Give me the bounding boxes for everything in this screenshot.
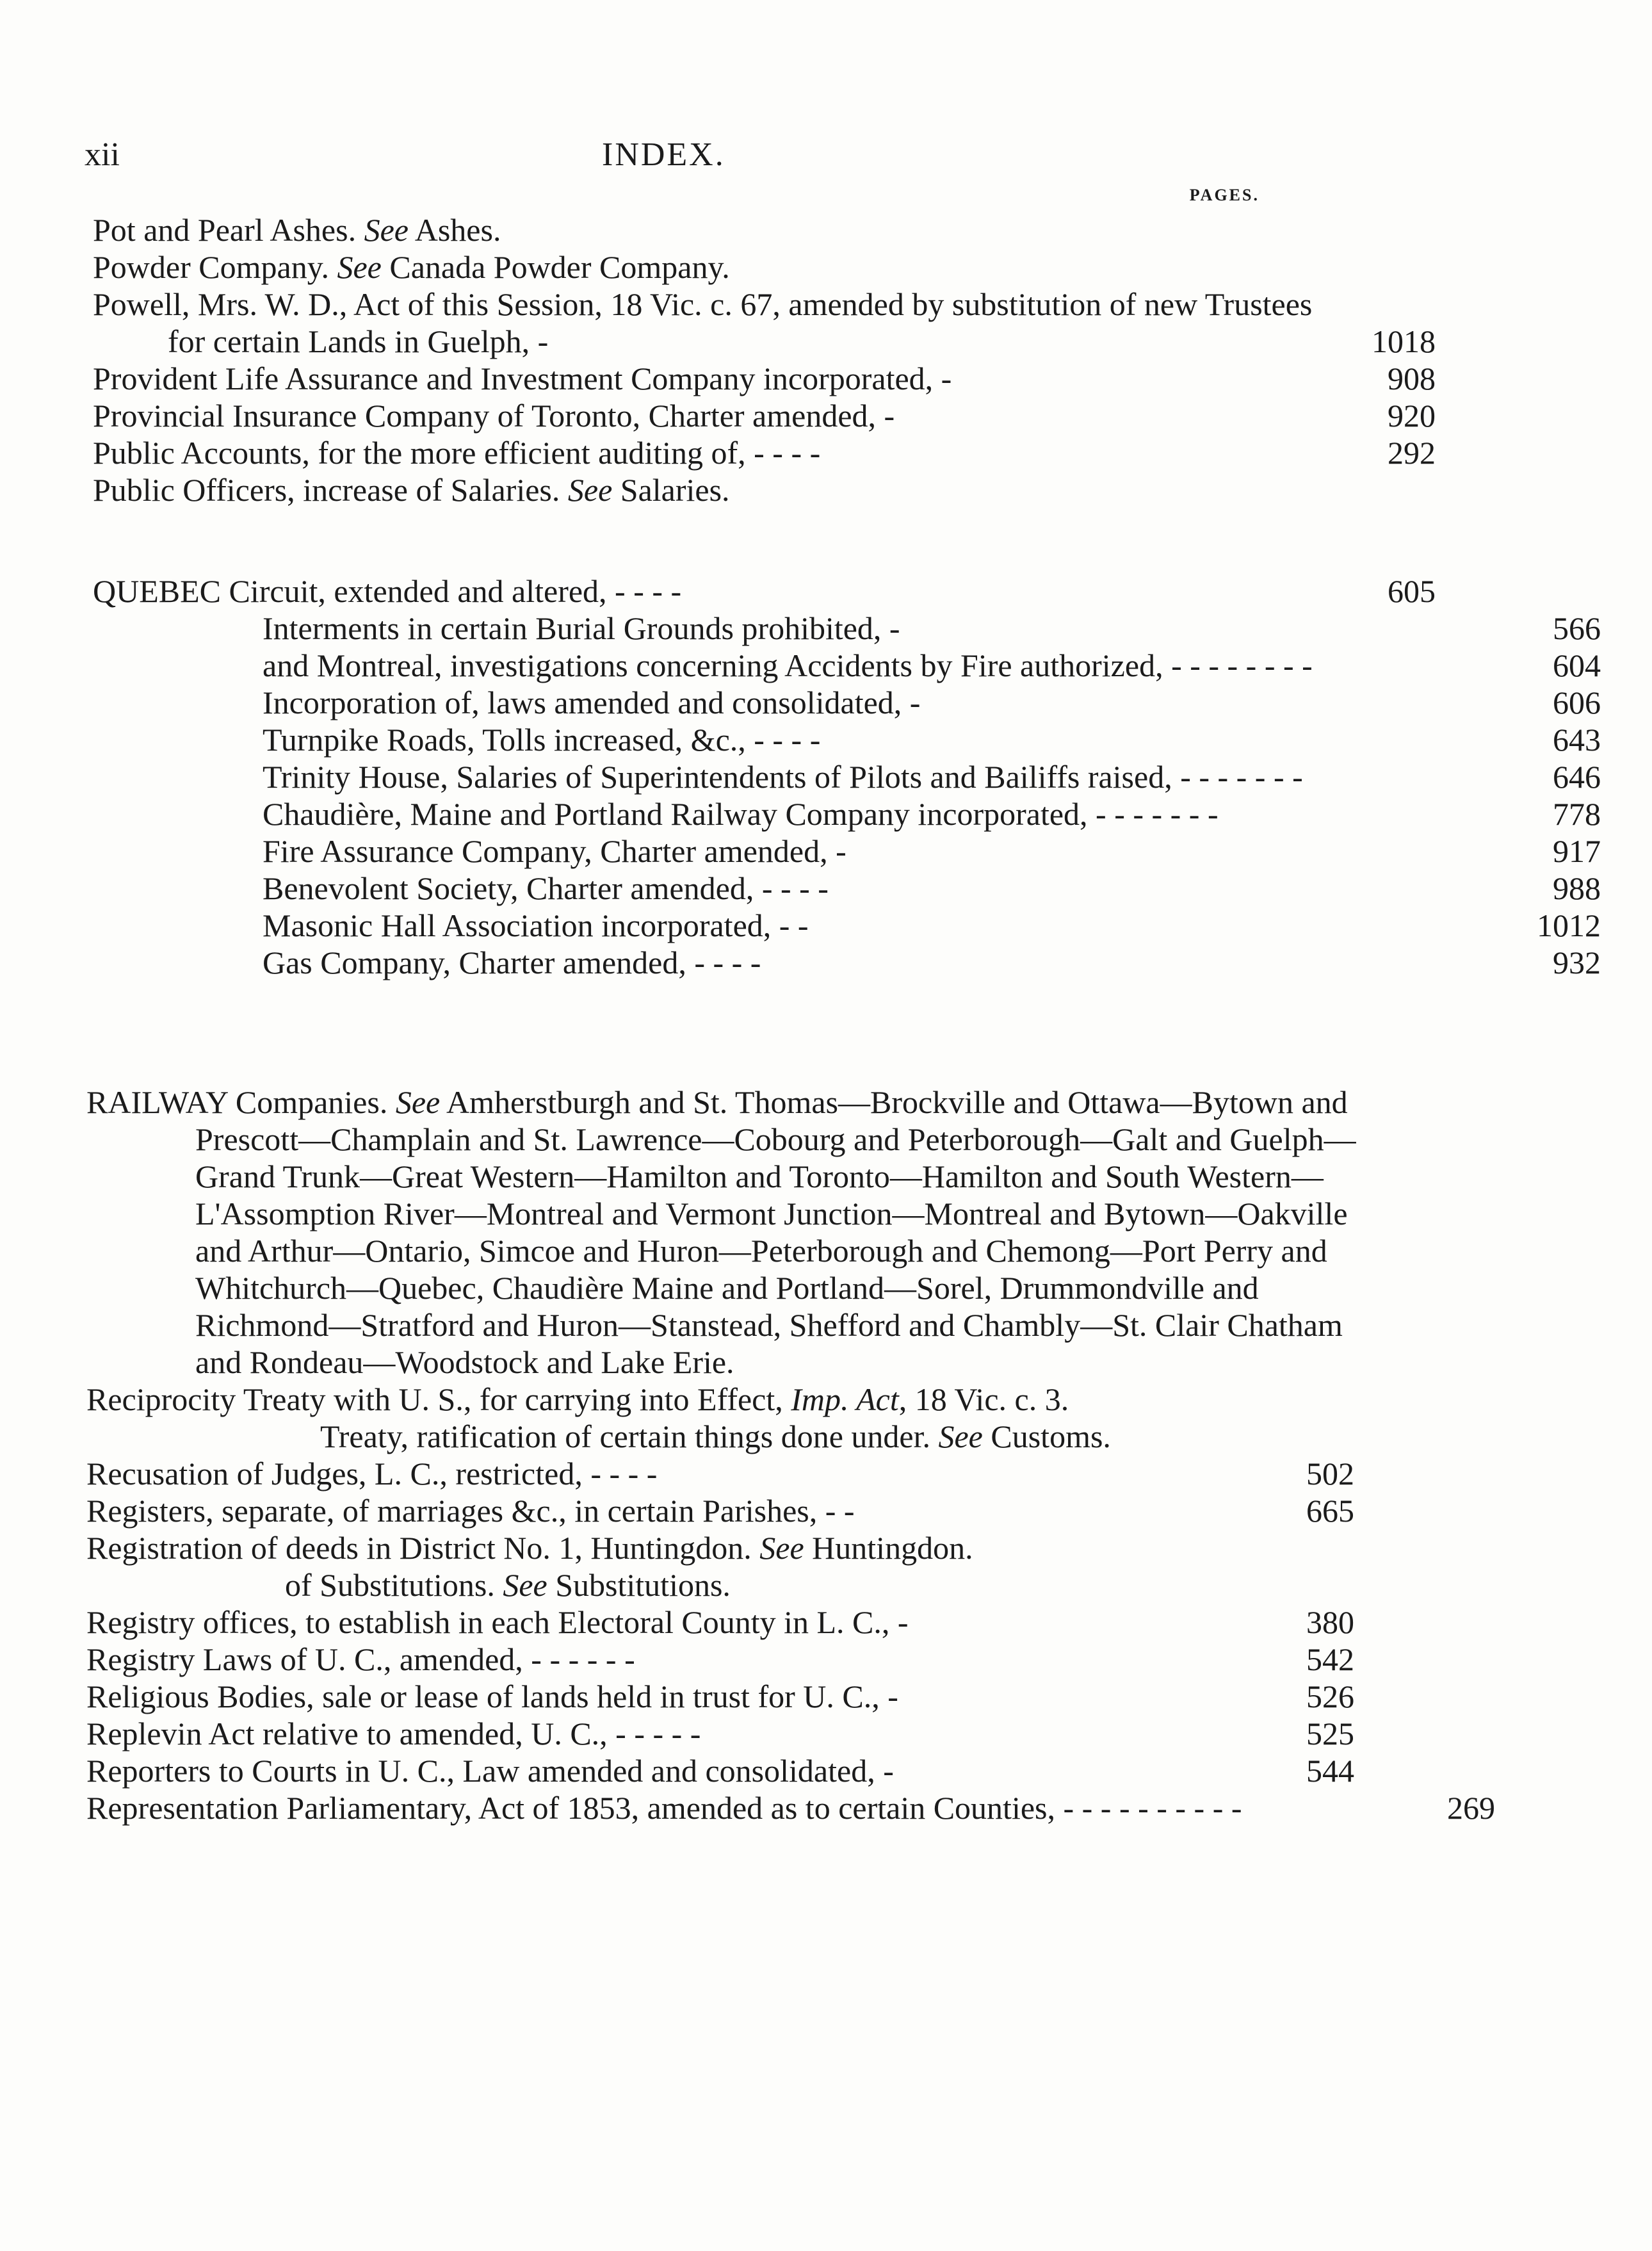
index-subentry: [0, 610, 1601, 647]
index-entry: [0, 471, 1436, 508]
page-header: [0, 136, 1293, 181]
entry-page: 920: [1388, 398, 1436, 434]
index-entry: [0, 1715, 1354, 1752]
index-subentry: [0, 721, 1601, 758]
entry-page: 778: [1553, 796, 1601, 832]
entry-text: Trinity House, Salaries of Superintendents of Pilots and Bailiffs raised, - - - - - - -: [263, 759, 1303, 795]
index-entry: [0, 248, 1436, 286]
index-subentry: [0, 758, 1601, 795]
index-entry-quebec: [0, 573, 1436, 610]
entry-page: 605: [1388, 573, 1436, 609]
entry-page: 606: [1553, 685, 1601, 720]
index-entry: [0, 1529, 1354, 1566]
pages-column-label: PAGES.: [1189, 186, 1259, 204]
index-entry: [0, 397, 1436, 434]
entry-page: 269: [1447, 1790, 1495, 1826]
entry-text: Turnpike Roads, Tolls increased, &c., - - - -: [263, 722, 821, 758]
index-entry: [0, 1492, 1354, 1529]
entry-page: 932: [1553, 945, 1601, 980]
entry-page: 526: [1306, 1678, 1354, 1714]
entry-page: 646: [1553, 759, 1601, 795]
entry-page: 544: [1306, 1753, 1354, 1789]
running-title: INDEX.: [602, 136, 725, 173]
entry-text: Registry offices, to establish in each Electoral County in L. C., -: [86, 1604, 909, 1640]
entry-text: Interments in certain Burial Grounds prohibited, -: [263, 610, 900, 646]
index-subentry: [0, 870, 1601, 907]
entry-page: 566: [1553, 610, 1601, 646]
index-entry: [0, 1752, 1354, 1789]
entry-page: 1018: [1372, 323, 1436, 359]
index-entry: [0, 1789, 1495, 1826]
index-entry: [0, 286, 1436, 360]
entry-page: 908: [1388, 361, 1436, 396]
entry-text: Public Accounts, for the more efficient auditing of, - - - -: [93, 435, 821, 471]
entry-page: 988: [1553, 870, 1601, 906]
index-entry: [0, 1678, 1354, 1715]
entry-text: Benevolent Society, Charter amended, - - - -: [263, 870, 829, 906]
index-subentry: [0, 907, 1601, 944]
entry-text: Treaty, ratification of certain things done under. See Customs.: [320, 1418, 1111, 1454]
index-entry: [0, 360, 1436, 397]
entry-text: Provincial Insurance Company of Toronto, Charter amended, -: [93, 398, 895, 434]
entry-text: Registration of deeds in District No. 1, Huntingdon. See Huntingdon.: [86, 1530, 973, 1566]
index-entry: [0, 1604, 1354, 1641]
index-entries: [0, 211, 1601, 1826]
entry-text: Fire Assurance Company, Charter amended, -: [263, 833, 846, 869]
entry-text: Reciprocity Treaty with U. S., for carrying into Effect, Imp. Act, 18 Vic. c. 3.: [86, 1381, 1069, 1417]
index-entry-railway: [0, 1084, 1463, 1381]
index-entry: [0, 1455, 1354, 1492]
entry-text: Registers, separate, of marriages &c., in certain Parishes, - -: [86, 1493, 855, 1529]
index-subentry: [0, 1418, 1607, 1455]
entry-text: RAILWAY Companies. See Amherstburgh and St. Thomas—Brockville and Ottawa—Bytown and Prescott—Champlain and St. Lawrence—Cobourg and Peterborough—Galt and Guelph—Grand Trunk—Great Western—Hamilton and Toronto—Hamilton and South Western—L'Assomption River—Montreal and Vermont Junction—Montreal and Bytown—Oakville and Arthur—Ontario, Simcoe and Huron—Peterborough and Chemong—Port Perry and Whitchurch—Quebec, Chaudière Maine and Portland—Sorel, Drummondville and Richmond—Stratford and Huron—Stanstead, Shefford and Chambly—St. Clair Chatham and Rondeau—Woodstock and Lake Erie.: [86, 1084, 1356, 1380]
entry-text: of Substitutions. See Substitutions.: [285, 1567, 731, 1603]
entry-text: Gas Company, Charter amended, - - - -: [263, 945, 761, 980]
entry-text: Recusation of Judges, L. C., restricted, - - - -: [86, 1456, 658, 1491]
entry-text: QUEBEC Circuit, extended and altered, - - - -: [93, 573, 682, 609]
entry-text: Representation Parliamentary, Act of 1853, amended as to certain Counties, - - - - - - - - - -: [86, 1790, 1242, 1826]
entry-page: 380: [1306, 1604, 1354, 1640]
index-entry: [0, 434, 1436, 471]
entry-page: 643: [1553, 722, 1601, 758]
index-entry: [0, 1641, 1354, 1678]
entry-text: Pot and Pearl Ashes. See Ashes.: [93, 212, 501, 248]
entry-page: 1012: [1537, 907, 1601, 943]
index-subentry: [0, 1566, 1553, 1604]
entry-text: Religious Bodies, sale or lease of lands held in trust for U. C., -: [86, 1678, 898, 1714]
index-subentry: [0, 684, 1601, 721]
entry-text: Chaudière, Maine and Portland Railway Company incorporated, - - - - - - -: [263, 796, 1219, 832]
entry-text: Provident Life Assurance and Investment Company incorporated, -: [93, 361, 952, 396]
page-number: xii: [85, 136, 120, 173]
index-entry: [0, 1381, 1652, 1418]
entry-text: Powder Company. See Canada Powder Company.: [93, 249, 730, 285]
index-subentry: [0, 944, 1601, 981]
entry-text: Public Officers, increase of Salaries. See Salaries.: [93, 472, 730, 508]
entry-text: Masonic Hall Association incorporated, - -: [263, 907, 809, 943]
entry-text: and Montreal, investigations concerning Accidents by Fire authorized, - - - - - - - -: [263, 647, 1313, 683]
entry-page: 665: [1306, 1493, 1354, 1529]
index-subentry: [0, 795, 1601, 833]
entry-text: Incorporation of, laws amended and consolidated, -: [263, 685, 921, 720]
entry-text: Reporters to Courts in U. C., Law amended and consolidated, -: [86, 1753, 894, 1789]
entry-text: Powell, Mrs. W. D., Act of this Session, 18 Vic. c. 67, amended by substitution of new Trustees for certain Lands in Guelph, -: [93, 286, 1313, 359]
index-subentry: [0, 833, 1601, 870]
index-entry: [0, 211, 1436, 248]
entry-page: 292: [1388, 435, 1436, 471]
index-subentry: [0, 647, 1601, 684]
entry-page: 917: [1553, 833, 1601, 869]
entry-page: 542: [1306, 1641, 1354, 1677]
entry-page: 604: [1553, 647, 1601, 683]
entry-page: 502: [1306, 1456, 1354, 1491]
entry-text: Replevin Act relative to amended, U. C., - - - - -: [86, 1716, 701, 1751]
entry-page: 525: [1306, 1716, 1354, 1751]
entry-text: Registry Laws of U. C., amended, - - - - - -: [86, 1641, 635, 1677]
